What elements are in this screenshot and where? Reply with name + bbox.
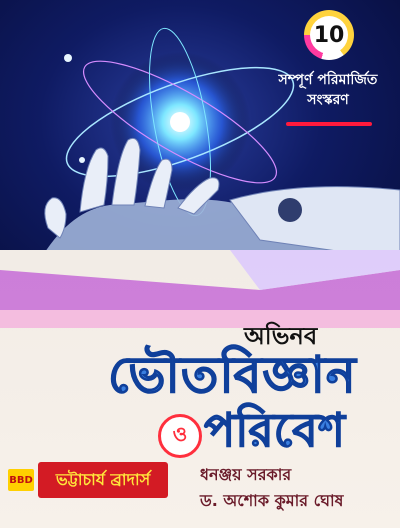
- publisher-name: ভট্টাচার্য ব্রাদার্স: [38, 462, 168, 498]
- robot-joint: [278, 198, 302, 222]
- edition-line-2: সংস্করণ: [307, 92, 349, 108]
- particle: [79, 157, 85, 163]
- title-second: পরিবেশ: [204, 403, 345, 457]
- edition-line-1: সম্পূর্ণ পরিমার্জিত: [278, 72, 378, 88]
- edition-text: [272, 70, 384, 110]
- edition-number: 10: [310, 16, 348, 54]
- edition-underline: [286, 122, 372, 126]
- title-subtitle: অভিনব: [244, 321, 318, 350]
- publisher-block: [0, 462, 176, 498]
- robot-thumb: [45, 198, 66, 238]
- title-main: ভৌতবিজ্ঞান: [108, 345, 357, 404]
- publisher-logo-icon: BBD: [8, 469, 34, 491]
- author-name: ধনঞ্জয় সরকার: [200, 465, 292, 484]
- author-name: ড. অশোক কুমার ঘোষ: [200, 491, 344, 510]
- authors-block: [200, 462, 396, 514]
- title-connector: ও: [158, 414, 202, 458]
- pink-band-light: [0, 310, 400, 328]
- edition-badge: [272, 10, 384, 138]
- particle: [64, 54, 72, 62]
- nucleus: [170, 112, 190, 132]
- robot-finger: [80, 148, 108, 212]
